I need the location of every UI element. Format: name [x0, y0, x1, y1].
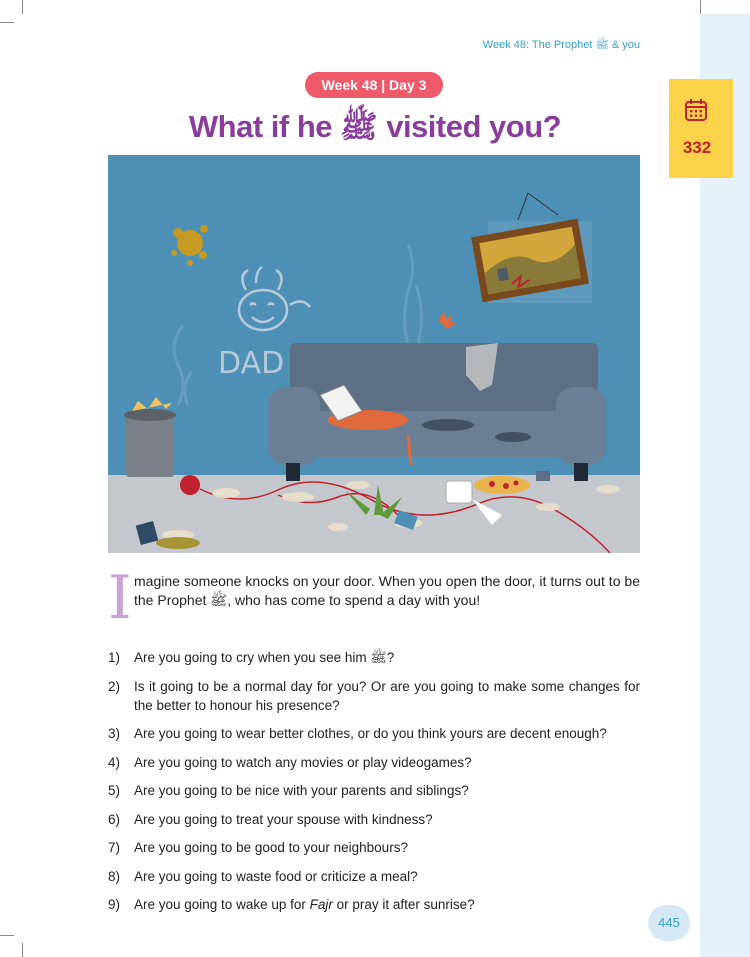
question-text: Are you going to waste food or criticize a meal? — [134, 868, 418, 884]
question-number: 9) — [108, 897, 121, 912]
question-item — [108, 810, 640, 829]
day-number: 332 — [682, 138, 712, 157]
question-item — [108, 724, 640, 743]
calendar-icon — [685, 99, 707, 121]
question-item — [108, 753, 640, 772]
crop-mark — [22, 943, 23, 957]
question-item — [108, 895, 640, 914]
crop-mark — [0, 22, 14, 23]
question-number: 7) — [108, 840, 121, 855]
question-text-after: or pray it after sunrise? — [332, 897, 475, 912]
question-item — [108, 648, 640, 667]
question-item — [108, 781, 640, 800]
question-text: Are you going to be nice with your parents and siblings? — [134, 783, 469, 798]
question-text: Are you going to watch any movies or play videogames? — [134, 754, 472, 770]
crop-mark — [700, 0, 701, 14]
question-item — [108, 838, 640, 857]
messy-room-illustration — [108, 155, 640, 553]
drop-cap: I — [108, 563, 132, 633]
question-number: 3) — [108, 726, 121, 741]
question-text: Are you going to be good to your neighbours? — [134, 840, 408, 855]
running-head: Week 48: The Prophet ﷺ & you — [482, 39, 640, 51]
question-item — [108, 867, 640, 886]
crop-mark — [22, 0, 23, 14]
page-title: What if he ﷺ visited you? — [188, 109, 562, 144]
day-tab — [669, 79, 733, 178]
question-text-before: Are you going to wake up for — [134, 897, 310, 912]
question-emphasis: Fajr — [309, 897, 333, 912]
question-list — [108, 648, 640, 924]
question-text: Are you going to wear better clothes, or do you think yours are decent enough? — [134, 726, 607, 741]
question-text: Are you going to cry when you see him ﷺ? — [134, 650, 395, 665]
question-number: 2) — [108, 678, 121, 694]
question-text: Are you going to treat your spouse with kindness? — [134, 811, 433, 827]
crop-mark — [0, 935, 14, 936]
question-number: 1) — [108, 650, 121, 665]
question-number: 4) — [108, 754, 121, 770]
question-number: 8) — [108, 868, 121, 884]
question-item — [108, 677, 640, 715]
wall-chalk-text: DAD — [218, 346, 285, 381]
question-number: 5) — [108, 783, 121, 798]
question-text: Is it going to be a normal day for you? Or are you going to make some changes for the better to honour his presence? — [134, 678, 640, 713]
week-day-badge: Week 48 | Day 3 — [305, 72, 443, 98]
question-number: 6) — [108, 811, 121, 827]
intro-paragraph — [108, 563, 640, 633]
intro-text: magine someone knocks on your door. When you open the door, it turns out to be the Prophet ﷺ, who has come to spend a day with you! — [134, 573, 640, 608]
page-number: 445 — [648, 905, 690, 941]
